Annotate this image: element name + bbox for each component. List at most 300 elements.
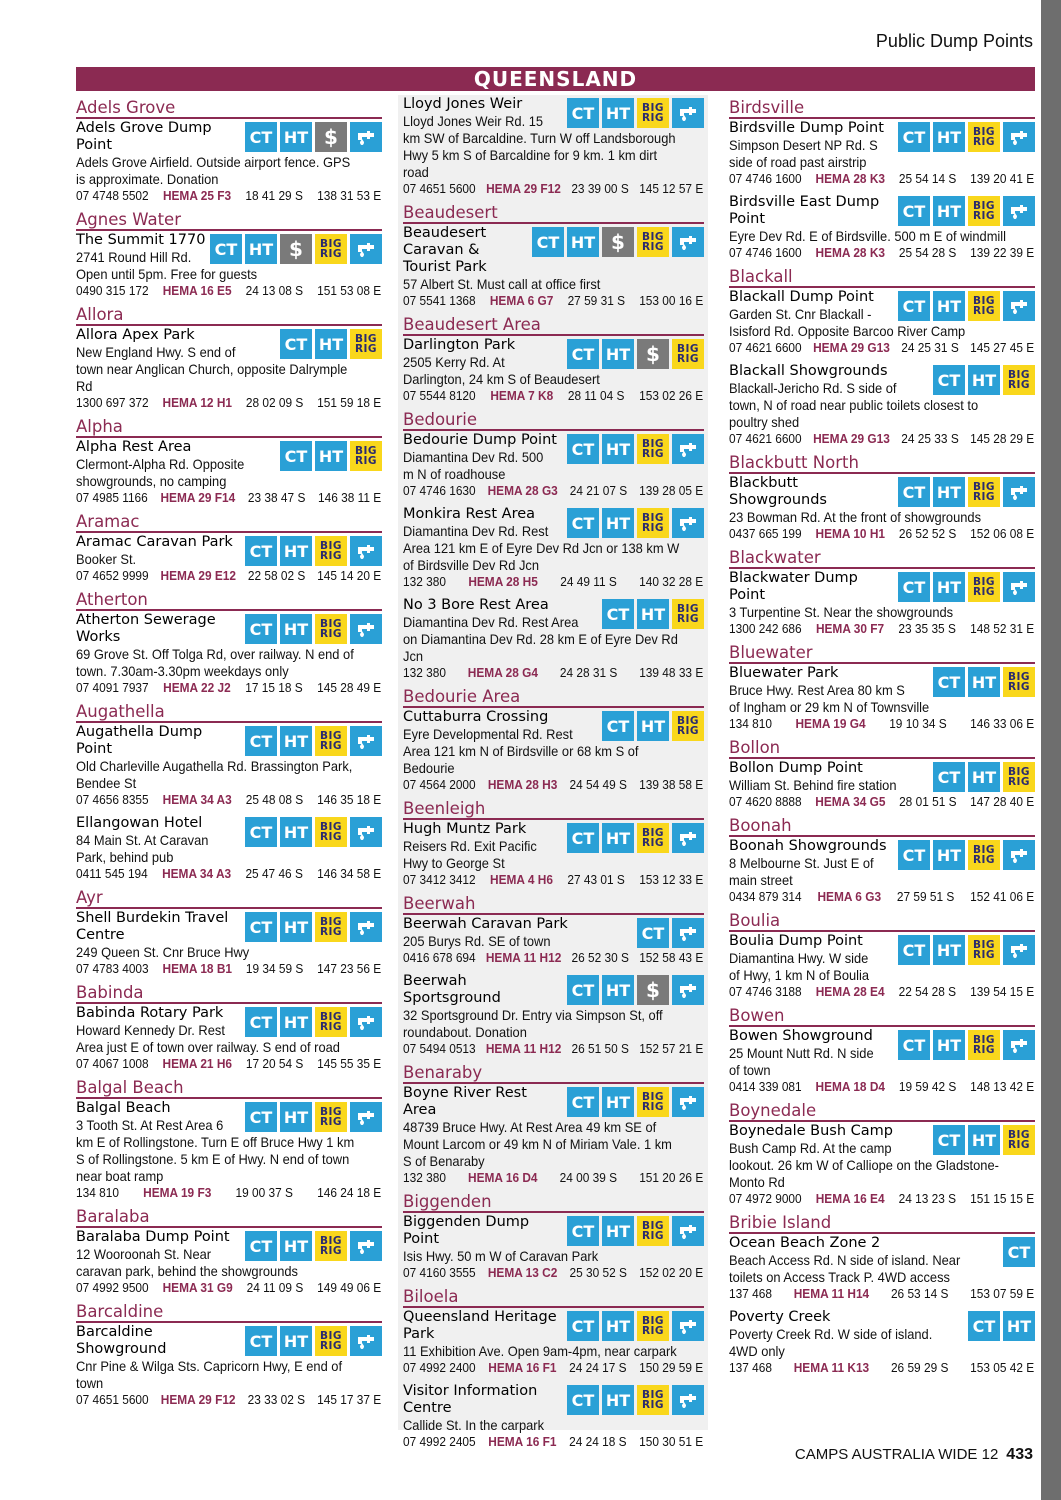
water-tap-icon — [350, 912, 382, 942]
latitude: 24 21 07 S — [569, 484, 628, 498]
hema-map-ref: HEMA 28 G3 — [487, 484, 558, 498]
hema-map-ref: HEMA 7 K8 — [490, 389, 554, 403]
longitude: 139 28 05 E — [639, 484, 704, 498]
phone-number: 134 810 — [76, 1186, 119, 1200]
entry-name: Blackbutt Showgrounds — [729, 475, 827, 508]
hema-map-ref: HEMA 29 F12 — [486, 182, 561, 196]
longitude: 145 17 37 E — [317, 1393, 382, 1407]
entry-description: Diamantina Dev Rd. 500 m N of roadhouse — [403, 449, 544, 482]
holding-tank-icon: HT — [602, 339, 634, 369]
phone-number: 07 4783 4003 — [76, 962, 149, 976]
entry-meta — [729, 1079, 1034, 1095]
big-rig-label-bottom: RIG — [641, 448, 665, 460]
big-rig-label-top: BIG — [319, 1106, 343, 1118]
longitude: 150 29 59 E — [639, 1361, 704, 1375]
holding-tank-icon: HT — [567, 227, 599, 257]
entry-description: Bruce Hwy. Rest Area 80 km S of Ingham or 29 km N of Townsville — [729, 682, 930, 715]
town-heading: Biggenden — [403, 1192, 704, 1213]
holding-tank-icon: HT — [280, 817, 312, 847]
big-rig-label-bottom: RIG — [972, 491, 996, 503]
latitude: 24 00 39 S — [559, 1171, 618, 1185]
holding-tank-icon: HT — [1003, 1311, 1035, 1341]
latitude: 25 54 28 S — [898, 246, 957, 260]
chemical-toilet-icon: CT — [245, 817, 277, 847]
entry-name: Ocean Beach Zone 2 — [729, 1235, 881, 1251]
entry-name: Monkira Rest Area — [403, 506, 536, 522]
latitude: 26 52 30 S — [571, 951, 629, 965]
big-rig-label-top: BIG — [972, 844, 996, 856]
latitude: 24 24 18 S — [569, 1435, 627, 1449]
entry-description: 12 Wooroonah St. Near caravan park, behind the showgrounds — [76, 1246, 298, 1279]
water-tap-icon — [350, 1326, 382, 1356]
chemical-toilet-icon: CT — [280, 441, 312, 471]
hema-map-ref: HEMA 22 J2 — [163, 681, 231, 695]
latitude: 27 59 51 S — [896, 890, 955, 904]
water-tap-icon — [672, 1087, 704, 1117]
fee-dollar-icon: $ — [315, 122, 347, 152]
entry-description: Eyre Developmental Rd. Rest Area 121 km N of Birdsville or 68 km S of Bedourie — [403, 726, 639, 776]
longitude: 152 58 43 E — [639, 951, 704, 965]
dump-point-entry — [76, 1004, 382, 1072]
holding-tank-icon: HT — [280, 912, 312, 942]
hema-map-ref: HEMA 21 H6 — [162, 1057, 233, 1071]
holding-tank-icon: HT — [637, 599, 669, 629]
entry-meta — [729, 794, 1034, 810]
entry-name: Baralaba Dump Point — [76, 1229, 230, 1245]
entry-meta — [76, 961, 381, 977]
chemical-toilet-icon: CT — [567, 434, 599, 464]
chemical-toilet-icon: CT — [245, 614, 277, 644]
entry-description: 3 Turpentine St. Near the showgrounds — [729, 604, 954, 620]
phone-number: 0416 678 694 — [403, 951, 476, 965]
hema-map-ref: HEMA 29 G13 — [813, 341, 890, 355]
hema-map-ref: HEMA 28 K3 — [815, 172, 886, 186]
dump-point-entry — [76, 231, 382, 299]
dump-point-entry — [76, 611, 382, 696]
entry-name: Babinda Rotary Park — [76, 1005, 224, 1021]
big-rig-label-bottom: RIG — [972, 586, 996, 598]
big-rig-label-top: BIG — [676, 715, 700, 727]
holding-tank-icon: HT — [933, 291, 965, 321]
hema-map-ref: HEMA 16 E4 — [815, 1192, 885, 1206]
longitude: 149 49 06 E — [317, 1281, 382, 1295]
big-rig-label-top: BIG — [319, 916, 343, 928]
hema-map-ref: HEMA 34 A3 — [162, 793, 232, 807]
chemical-toilet-icon: CT — [1003, 1237, 1035, 1267]
entry-meta — [729, 1191, 1034, 1207]
latitude: 23 33 02 S — [247, 1393, 306, 1407]
phone-number: 1300 697 372 — [76, 396, 149, 410]
longitude: 148 52 31 E — [970, 622, 1035, 636]
page-number: 433 — [1006, 1446, 1033, 1463]
phone-number: 07 5494 0513 — [403, 1042, 476, 1056]
hema-map-ref: HEMA 28 K3 — [815, 246, 886, 260]
entry-name: Biggenden Dump Point — [403, 1214, 530, 1247]
entry-name: Blackwater Dump Point — [729, 570, 858, 603]
entry-meta — [403, 872, 703, 888]
chemical-toilet-icon: CT — [933, 365, 965, 395]
latitude: 24 54 49 S — [569, 778, 627, 792]
entry-meta — [729, 245, 1034, 261]
entry-description: Diamantina Dev Rd. Rest Area 121 km E of Eyre Dev Rd Jcn or 138 km W of Birdsville Dev Rd Jcn — [403, 523, 680, 573]
town-section — [76, 590, 382, 696]
entry-meta — [403, 1265, 703, 1281]
entry-description: 84 Main St. At Caravan Park, behind pub — [76, 832, 209, 865]
entry-name: Augathella Dump Point — [76, 724, 203, 757]
chemical-toilet-icon: CT — [245, 1326, 277, 1356]
town-section — [403, 315, 704, 404]
latitude: 26 52 52 S — [898, 527, 957, 541]
chemical-toilet-icon: CT — [933, 1125, 965, 1155]
chemical-toilet-icon: CT — [245, 726, 277, 756]
town-heading: Blackbutt North — [729, 453, 1035, 474]
entry-description: Lloyd Jones Weir Rd. 15 km SW of Barcaldine. Turn W off Landsborough Hwy 5 km S of Barcaldine for 9 km. 1 km dirt road — [403, 113, 676, 180]
big-rig-label-bottom: RIG — [972, 210, 996, 222]
town-heading: Babinda — [76, 983, 382, 1004]
big-rig-label-top: BIG — [1007, 766, 1031, 778]
hema-map-ref: HEMA 19 F3 — [143, 1186, 212, 1200]
facility-icons — [532, 227, 704, 257]
entry-meta — [729, 1360, 1034, 1376]
fee-dollar-icon: $ — [637, 975, 669, 1005]
big-rig-label-bottom: RIG — [641, 837, 665, 849]
holding-tank-icon: HT — [933, 935, 965, 965]
entry-description: Cnr Pine & Wilga Sts. Capricorn Hwy, E end of town — [76, 1358, 343, 1391]
holding-tank-icon: HT — [280, 1231, 312, 1261]
chemical-toilet-icon: CT — [602, 599, 634, 629]
big-rig-label-top: BIG — [972, 1034, 996, 1046]
publication-name: CAMPS AUSTRALIA WIDE 12 — [794, 1446, 999, 1463]
town-heading: Beaudesert Area — [403, 315, 704, 336]
chemical-toilet-icon: CT — [898, 935, 930, 965]
big-rig-label-top: BIG — [641, 1220, 665, 1232]
entry-meta — [76, 866, 381, 882]
town-heading: Boulia — [729, 911, 1035, 932]
facility-icons — [245, 122, 382, 152]
entry-name: Alpha Rest Area — [76, 439, 192, 455]
phone-number: 132 380 — [403, 1171, 446, 1185]
holding-tank-icon: HT — [245, 234, 277, 264]
latitude: 19 00 37 S — [235, 1186, 293, 1200]
big-rig-label-bottom: RIG — [641, 1230, 665, 1242]
phone-number: 0434 879 314 — [729, 890, 802, 904]
dump-point-entry — [729, 759, 1035, 810]
page-footer — [795, 1446, 1033, 1464]
latitude: 19 34 59 S — [245, 962, 304, 976]
latitude: 24 11 09 S — [246, 1281, 304, 1295]
longitude: 139 38 58 E — [639, 778, 704, 792]
chemical-toilet-icon: CT — [245, 1007, 277, 1037]
town-heading: Boynedale — [729, 1101, 1035, 1122]
facility-icons — [567, 975, 704, 1005]
holding-tank-icon: HT — [602, 1087, 634, 1117]
entry-meta — [403, 293, 703, 309]
column-3 — [729, 95, 1035, 1430]
entry-meta — [76, 1185, 381, 1201]
hema-map-ref: HEMA 11 H12 — [485, 951, 562, 965]
dump-point-entry — [76, 326, 382, 411]
dump-point-entry — [729, 119, 1035, 187]
entry-description: 205 Burys Rd. SE of town — [403, 933, 551, 949]
phone-number: 07 4651 5600 — [76, 1393, 149, 1407]
entry-meta — [729, 526, 1034, 542]
big-rig-label-bottom: RIG — [354, 343, 378, 355]
holding-tank-icon: HT — [968, 1125, 1000, 1155]
big-rig-label-bottom: RIG — [319, 926, 343, 938]
hema-map-ref: HEMA 18 D4 — [815, 1080, 886, 1094]
hema-map-ref: HEMA 34 G5 — [815, 795, 886, 809]
latitude: 25 30 52 S — [569, 1266, 627, 1280]
big-rig-label-bottom: RIG — [319, 628, 343, 640]
town-heading: Bribie Island — [729, 1213, 1035, 1234]
chemical-toilet-icon: CT — [567, 98, 599, 128]
town-section — [76, 1302, 382, 1408]
chemical-toilet-icon: CT — [532, 227, 564, 257]
facility-icons — [567, 1216, 704, 1246]
holding-tank-icon: HT — [315, 329, 347, 359]
holding-tank-icon: HT — [602, 1311, 634, 1341]
entry-meta — [76, 1056, 381, 1072]
entry-meta — [76, 490, 381, 506]
big-rig-label-bottom: RIG — [319, 1245, 343, 1257]
entry-name: Beerwah Caravan Park — [403, 916, 568, 932]
entry-description: Simpson Desert NP Rd. S side of road past airstrip — [729, 137, 878, 170]
town-section — [729, 911, 1035, 1000]
longitude: 153 02 26 E — [639, 389, 704, 403]
entry-name: Allora Apex Park — [76, 327, 195, 343]
hema-map-ref: HEMA 11 K13 — [793, 1361, 870, 1375]
dump-point-entry — [729, 474, 1035, 542]
entry-description: 57 Albert St. Must call at office first — [403, 276, 601, 292]
town-heading: Agnes Water — [76, 210, 382, 231]
town-section — [403, 203, 704, 309]
dump-point-entry — [403, 505, 704, 590]
water-tap-icon — [1003, 196, 1035, 226]
entry-meta — [76, 680, 381, 696]
latitude: 24 28 31 S — [559, 666, 618, 680]
big-rig-label-top: BIG — [354, 445, 378, 457]
big-rig-label-top: BIG — [676, 603, 700, 615]
chemical-toilet-icon: CT — [567, 339, 599, 369]
entry-name: Blackall Showgrounds — [729, 363, 888, 379]
entry-meta — [403, 574, 703, 590]
latitude: 24 24 17 S — [569, 1361, 627, 1375]
entry-description: Howard Kennedy Dr. Rest Area just E of town over railway. S end of road — [76, 1022, 340, 1055]
hema-map-ref: HEMA 11 H12 — [485, 1042, 562, 1056]
latitude: 24 13 23 S — [898, 1192, 957, 1206]
big-rig-label-bottom: RIG — [319, 248, 343, 260]
town-section — [76, 1078, 382, 1201]
phone-number: 07 4652 9999 — [76, 569, 149, 583]
entry-meta — [403, 1170, 703, 1186]
town-heading: Bluewater — [729, 643, 1035, 664]
hema-map-ref: HEMA 28 H3 — [487, 778, 558, 792]
dump-point-entry — [729, 193, 1035, 261]
big-rig-label-bottom: RIG — [319, 1021, 343, 1033]
longitude: 147 28 40 E — [970, 795, 1035, 809]
latitude: 25 48 08 S — [245, 793, 304, 807]
dump-point-entry — [729, 1027, 1035, 1095]
big-rig-label-top: BIG — [319, 540, 343, 552]
entry-description: 2505 Kerry Rd. At Darlington, 24 km S of Beaudesert — [403, 354, 600, 387]
latitude: 26 59 29 S — [890, 1361, 949, 1375]
entry-meta — [76, 792, 381, 808]
holding-tank-icon: HT — [602, 1385, 634, 1415]
entry-meta — [403, 777, 703, 793]
phone-number: 07 4992 9500 — [76, 1281, 149, 1295]
dump-point-entry — [76, 1323, 382, 1408]
longitude: 145 55 35 E — [317, 1057, 382, 1071]
big-rig-icon — [637, 1385, 669, 1415]
holding-tank-icon: HT — [637, 711, 669, 741]
big-rig-label-bottom: RIG — [319, 1340, 343, 1352]
town-heading: Birdsville — [729, 98, 1035, 119]
dump-point-entry — [76, 438, 382, 506]
entry-description: 249 Queen St. Cnr Bruce Hwy — [76, 944, 250, 960]
chemical-toilet-icon: CT — [898, 1030, 930, 1060]
phone-number: 0437 665 199 — [729, 527, 802, 541]
entry-description: Booker St. — [76, 551, 137, 567]
chemical-toilet-icon: CT — [898, 291, 930, 321]
town-section — [76, 702, 382, 882]
dump-point-entry — [403, 708, 704, 793]
town-heading: Aramac — [76, 512, 382, 533]
dump-point-entry — [403, 972, 704, 1057]
hema-map-ref: HEMA 16 D4 — [468, 1171, 538, 1185]
longitude: 153 00 16 E — [639, 294, 704, 308]
longitude: 153 05 42 E — [970, 1361, 1035, 1375]
big-rig-label-top: BIG — [641, 102, 665, 114]
dump-point-entry — [76, 1099, 382, 1201]
dump-point-entry — [76, 119, 382, 204]
holding-tank-icon: HT — [602, 98, 634, 128]
latitude: 19 10 34 S — [889, 717, 947, 731]
hema-map-ref: HEMA 28 G4 — [467, 666, 538, 680]
town-heading: Blackwater — [729, 548, 1035, 569]
latitude: 24 25 33 S — [901, 432, 959, 446]
town-section — [729, 1213, 1035, 1376]
big-rig-icon — [968, 477, 1000, 507]
chemical-toilet-icon: CT — [567, 975, 599, 1005]
town-heading: Augathella — [76, 702, 382, 723]
dump-point-entry — [403, 1308, 704, 1376]
entry-meta — [729, 340, 1034, 356]
dump-point-entry — [729, 837, 1035, 905]
big-rig-label-bottom: RIG — [972, 136, 996, 148]
entry-name: Bedourie Dump Point — [403, 432, 557, 448]
latitude: 23 38 47 S — [247, 491, 306, 505]
dump-point-entry — [729, 664, 1035, 732]
town-section — [76, 512, 382, 584]
page-header: Public Dump Points — [875, 31, 1033, 51]
holding-tank-icon: HT — [968, 365, 1000, 395]
longitude: 152 41 06 E — [970, 890, 1035, 904]
longitude: 145 28 49 E — [317, 681, 382, 695]
latitude: 24 25 31 S — [901, 341, 959, 355]
entry-description: 69 Grove St. Off Tolga Rd, over railway. N end of town. 7.30am-3.30pm weekdays only — [76, 646, 354, 679]
town-heading: Beaudesert — [403, 203, 704, 224]
column-1 — [76, 95, 382, 1430]
big-rig-label-bottom: RIG — [641, 1325, 665, 1337]
town-section — [729, 267, 1035, 447]
phone-number: 07 4067 1008 — [76, 1057, 149, 1071]
longitude: 146 35 18 E — [317, 793, 382, 807]
entry-description: Bush Camp Rd. At the camp lookout. 26 km W of Calliope on the Gladstone-Monto Rd — [729, 1140, 999, 1190]
big-rig-label-top: BIG — [972, 126, 996, 138]
phone-number: 07 4746 1630 — [403, 484, 476, 498]
big-rig-label-top: BIG — [319, 1235, 343, 1247]
town-heading: Benaraby — [403, 1063, 704, 1084]
holding-tank-icon: HT — [280, 1102, 312, 1132]
longitude: 145 12 57 E — [639, 182, 704, 196]
latitude: 19 59 42 S — [898, 1080, 957, 1094]
big-rig-label-bottom: RIG — [641, 522, 665, 534]
hema-map-ref: HEMA 13 C2 — [487, 1266, 558, 1280]
big-rig-label-bottom: RIG — [319, 550, 343, 562]
chemical-toilet-icon: CT — [245, 1102, 277, 1132]
entry-name: Hugh Muntz Park — [403, 821, 527, 837]
longitude: 146 38 11 E — [318, 491, 382, 505]
chemical-toilet-icon: CT — [245, 122, 277, 152]
chemical-toilet-icon: CT — [245, 1231, 277, 1261]
big-rig-label-bottom: RIG — [1007, 379, 1031, 391]
entry-meta — [76, 283, 381, 299]
phone-number: 07 4746 1600 — [729, 246, 802, 260]
holding-tank-icon: HT — [602, 1216, 634, 1246]
entry-name: Boulia Dump Point — [729, 933, 863, 949]
latitude: 18 41 29 S — [245, 189, 303, 203]
phone-number: 07 3412 3412 — [403, 873, 476, 887]
chemical-toilet-icon: CT — [567, 1385, 599, 1415]
phone-number: 07 4160 3555 — [403, 1266, 476, 1280]
phone-number: 137 468 — [729, 1287, 772, 1301]
town-heading: Boonah — [729, 816, 1035, 837]
entry-meta — [729, 889, 1034, 905]
big-rig-icon — [315, 1326, 347, 1356]
entry-meta — [403, 388, 703, 404]
fee-dollar-icon: $ — [280, 234, 312, 264]
chemical-toilet-icon: CT — [637, 918, 669, 948]
dump-point-entry — [403, 820, 704, 888]
big-rig-label-bottom: RIG — [319, 740, 343, 752]
big-rig-icon — [315, 912, 347, 942]
phone-number: 1300 242 686 — [729, 622, 802, 636]
big-rig-label-top: BIG — [676, 343, 700, 355]
longitude: 140 32 28 E — [639, 575, 704, 589]
longitude: 148 13 42 E — [970, 1080, 1035, 1094]
entry-name: Beerwah Sportsground — [403, 973, 501, 1006]
dump-point-entry — [76, 814, 382, 882]
big-rig-label-top: BIG — [319, 238, 343, 250]
entry-description: Old Charleville Augathella Rd. Brassington Park, Bendee St — [76, 758, 353, 791]
chemical-toilet-icon: CT — [898, 196, 930, 226]
hema-map-ref: HEMA 18 B1 — [162, 962, 233, 976]
holding-tank-icon: HT — [933, 477, 965, 507]
holding-tank-icon: HT — [280, 1007, 312, 1037]
longitude: 145 27 45 E — [970, 341, 1035, 355]
entry-meta — [403, 1434, 703, 1450]
big-rig-label-bottom: RIG — [641, 112, 665, 124]
phone-number: 07 4091 7937 — [76, 681, 149, 695]
dump-point-entry — [729, 362, 1035, 447]
big-rig-icon — [637, 1216, 669, 1246]
town-heading: Blackall — [729, 267, 1035, 288]
dump-point-entry — [403, 224, 704, 309]
big-rig-label-bottom: RIG — [1007, 776, 1031, 788]
chemical-toilet-icon: CT — [567, 823, 599, 853]
town-heading: Atherton — [76, 590, 382, 611]
hema-map-ref: HEMA 16 F1 — [488, 1435, 557, 1449]
